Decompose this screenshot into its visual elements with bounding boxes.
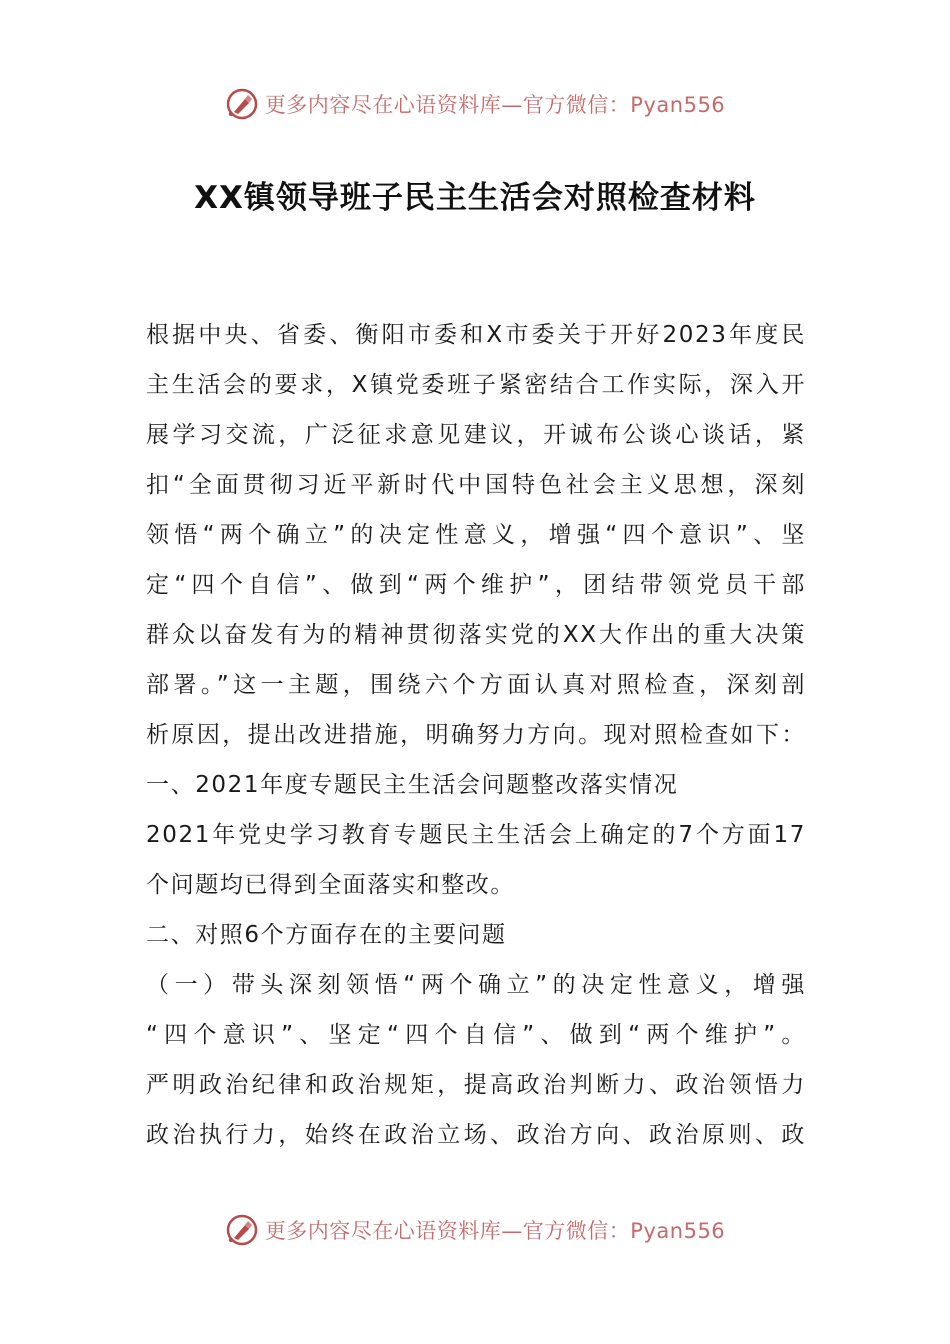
footer-watermark-text: 更多内容尽在心语资料库—官方微信：Pyan556: [264, 1219, 726, 1243]
body-line: 部署。”这一主题，围绕六个方面认真对照检查，深刻剖: [146, 672, 806, 698]
body-line: 析原因，提出改进措施，明确努力方向。现对照检查如下：: [146, 722, 806, 748]
footer-watermark-banner: [0, 1210, 950, 1250]
body-line: 定“四个自信”、做到“两个维护”，团结带领党员干部: [146, 572, 806, 598]
body-line: 个问题均已得到全面落实和整改。: [146, 872, 515, 898]
body-line: 根据中央、省委、衡阳市委和X市委关于开好2023年度民: [146, 322, 806, 348]
body-line: 2021年党史学习教育专题民主生活会上确定的7个方面17: [146, 822, 806, 848]
section-heading: 二、对照6个方面存在的主要问题: [146, 922, 507, 948]
body-line: 领悟“两个确立”的决定性意义，增强“四个意识”、坚: [146, 522, 806, 548]
pen-nib-logo-icon: [225, 87, 259, 121]
document-title: XX镇领导班子民主生活会对照检查材料: [194, 180, 756, 216]
header-watermark-banner: [0, 84, 950, 124]
body-line: 政治执行力，始终在政治立场、政治方向、政治原则、政: [146, 1122, 806, 1148]
section-heading: 一、2021年度专题民主生活会问题整改落实情况: [146, 772, 679, 798]
subsection-heading: “四个意识”、坚定“四个自信”、做到“两个维护”。: [146, 1022, 806, 1048]
header-watermark-text: 更多内容尽在心语资料库—官方微信：Pyan556: [264, 93, 726, 117]
body-line: 主生活会的要求，X镇党委班子紧密结合工作实际，深入开: [146, 372, 806, 398]
document-body: [146, 310, 806, 1160]
body-line: 扣“全面贯彻习近平新时代中国特色社会主义思想，深刻: [146, 472, 806, 498]
pen-nib-logo-icon: [225, 1213, 259, 1247]
body-line: 展学习交流，广泛征求意见建议，开诚布公谈心谈话，紧: [146, 422, 806, 448]
subsection-heading: （一）带头深刻领悟“两个确立”的决定性意义，增强: [146, 972, 806, 998]
body-line: 严明政治纪律和政治规矩，提高政治判断力、政治领悟力: [146, 1072, 806, 1098]
body-line: 群众以奋发有为的精神贯彻落实党的XX大作出的重大决策: [146, 622, 806, 648]
